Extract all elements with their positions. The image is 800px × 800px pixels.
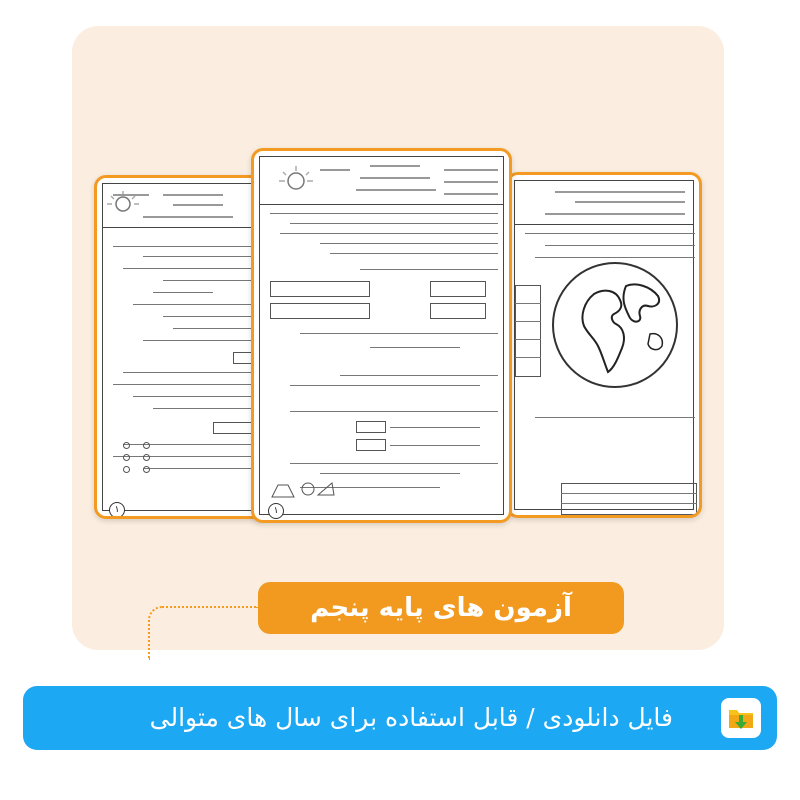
- page-number: ۱: [109, 502, 125, 518]
- dotted-connector: [148, 606, 258, 660]
- cartoon-illustration: [268, 477, 338, 501]
- worksheet-header: [260, 157, 503, 205]
- title-badge-text: آزمون های پایه پنجم: [310, 593, 572, 623]
- download-info-bar: [23, 686, 777, 750]
- worksheet-border: [102, 183, 262, 515]
- sun-icon: [276, 165, 316, 193]
- worksheet-left-thumbnail: [94, 175, 270, 519]
- title-badge: [258, 582, 624, 634]
- folder-download-icon: [721, 698, 761, 738]
- worksheet-header: [515, 181, 693, 225]
- earth-globe-illustration: [552, 262, 678, 388]
- worksheet-border: [259, 156, 504, 515]
- worksheet-middle-thumbnail: [251, 148, 512, 523]
- download-info-text: فایل دانلودی / قابل استفاده برای سال های متوالی: [149, 703, 673, 732]
- page-number: ۱: [268, 503, 284, 519]
- worksheet-header: [103, 184, 261, 228]
